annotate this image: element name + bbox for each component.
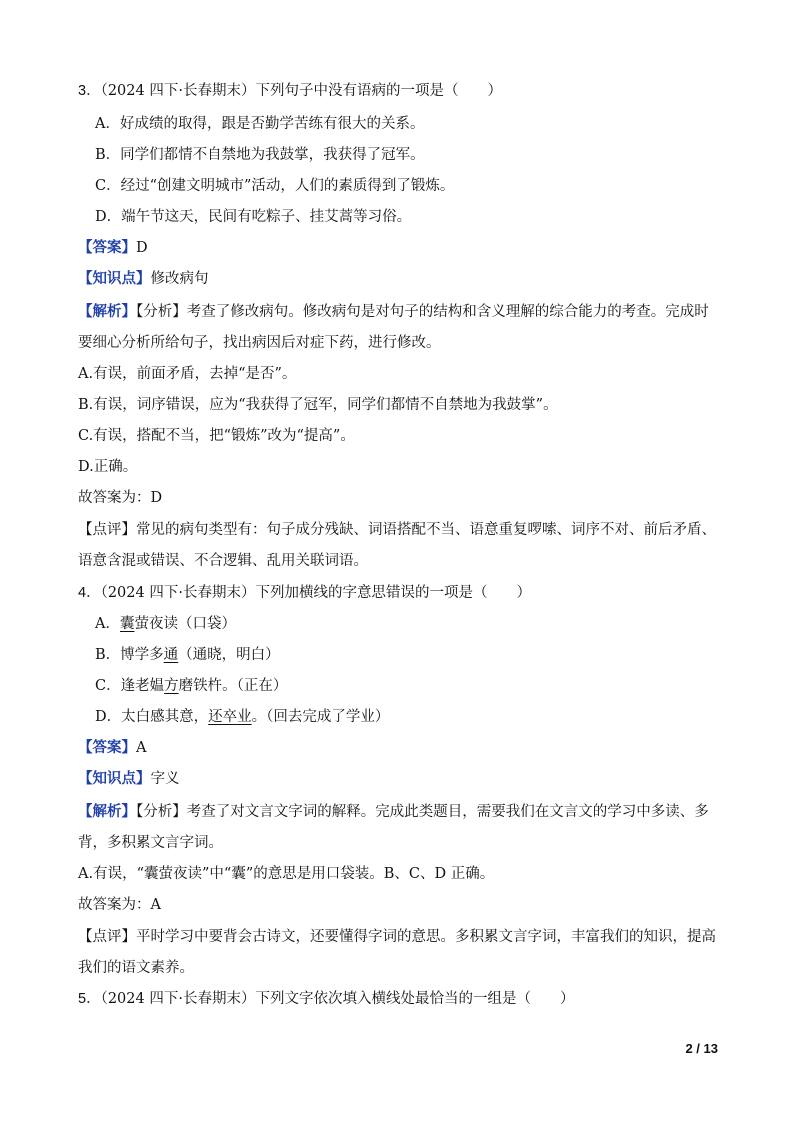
option-letter: C． [95,678,121,694]
analysis-tag: 【解析】 [78,303,136,320]
underlined-word: 还卒业 [208,709,252,725]
answer-value: A [136,740,147,756]
underlined-word: 囊 [119,616,135,632]
option-letter: A． [95,616,120,632]
comment-tag: 【点评】 [78,522,136,538]
detail-c: C.有误，搭配不当，把“锻炼”改为“提高”。 [78,428,355,444]
detail-d: D.正确。 [78,459,138,475]
question-text: 下列文字依次填入横线处最恰当的一组是（ ） [255,991,575,1007]
question-number: 4． [78,585,101,601]
question-number: 3． [78,83,101,99]
knowledge-tag: 【知识点】 [78,270,151,287]
knowledge-value: 修改病句 [150,271,209,287]
detail-a: A.有误，前面矛盾，去掉“是否”。 [78,366,297,382]
question-source: （2024 四下·长春期末） [100,83,256,99]
option-text: 磨铁杵。（正在） [178,678,288,694]
option-b [95,645,716,665]
analysis-line-2: 背，多积累文言字词。 [78,835,223,851]
underlined-word: 通 [163,647,179,663]
analysis-line-2: 要细心分析所给句子，找出病因后对症下药，进行修改。 [78,335,441,351]
analysis-text: 考查了对文言文字词的解释。完成此类题目，需要我们在文言文的学习中多读、多 [186,804,709,820]
option-a [95,614,716,634]
comment-text: 常见的病句类型有：句子成分残缺、词语搭配不当、语意重复啰嗦、词序不对、前后矛盾、 [136,522,716,538]
final-answer: 故答案为：A [78,897,161,913]
option-text: （通晓，明白） [178,647,280,663]
detail-a: A.有误，“囊萤夜读”中“囊”的意思是用口袋装。B、C、D 正确。 [78,866,495,882]
comment-text: 平时学习中要背会古诗文，还要懂得字词的意思。多积累文言字词，丰富我们的知识，提高 [136,929,716,945]
knowledge-line [78,769,716,789]
question-text: 下列加横线的字意思错误的一项是（ ） [255,585,531,601]
option-text: 。（回去完成了学业） [251,709,390,725]
knowledge-line [78,269,716,289]
analysis-sub-tag: 【分析】 [136,804,187,820]
knowledge-value: 字义 [150,771,180,787]
option-text: 萤夜读（口袋） [134,616,236,632]
detail-b: B.有误，词序错误，应为“我获得了冠军，同学们都情不自禁地为我鼓掌”。 [78,397,558,413]
option-c: C．经过“创建文明城市”活动，人们的素质得到了锻炼。 [95,178,455,194]
answer-tag: 【答案】 [78,739,136,756]
comment-line-1 [78,927,716,947]
option-b: B．同学们都情不自禁地为我鼓掌，我获得了冠军。 [95,147,425,163]
analysis-line-1 [78,802,716,822]
comment-line-1 [78,520,716,540]
question-number: 5． [78,991,101,1007]
knowledge-tag: 【知识点】 [78,770,151,787]
answer-value: D [136,240,148,256]
answer-tag: 【答案】 [78,239,136,256]
option-text: 博学多 [120,647,164,663]
underlined-word: 方 [164,678,179,694]
question-4-stem [78,583,716,603]
option-a: A．好成绩的取得，跟是否勤学苦练有很大的关系。 [95,116,425,132]
comment-line-2: 语意含混或错误、不合逻辑、乱用关联词语。 [78,553,368,569]
option-text: 太白感其意， [121,709,209,725]
final-answer: 故答案为：D [78,490,163,506]
answer-line [78,738,716,758]
question-text: 下列句子中没有语病的一项是（ ） [255,83,502,99]
analysis-sub-tag: 【分析】 [136,304,187,320]
analysis-tag: 【解析】 [78,803,136,820]
comment-tag: 【点评】 [78,929,136,945]
question-source: （2024 四下·长春期末） [100,585,256,601]
analysis-text: 考查了修改病句。修改病句是对句子的结构和含义理解的综合能力的考查。完成时 [186,304,709,320]
option-c [95,676,716,696]
comment-line-2: 我们的语文素养。 [78,960,194,976]
question-3-stem [78,81,716,101]
option-text: 逢老媪 [120,678,165,694]
question-5-stem [78,989,716,1009]
question-source: （2024 四下·长春期末） [100,991,256,1007]
option-d: D．端午节这天，民间有吃粽子、挂艾蒿等习俗。 [95,209,412,225]
option-letter: D． [95,709,122,725]
answer-line [78,238,716,258]
option-d [95,707,716,727]
option-letter: B． [95,647,121,663]
page-number: 2 / 13 [685,1041,718,1056]
analysis-line-1 [78,302,716,322]
